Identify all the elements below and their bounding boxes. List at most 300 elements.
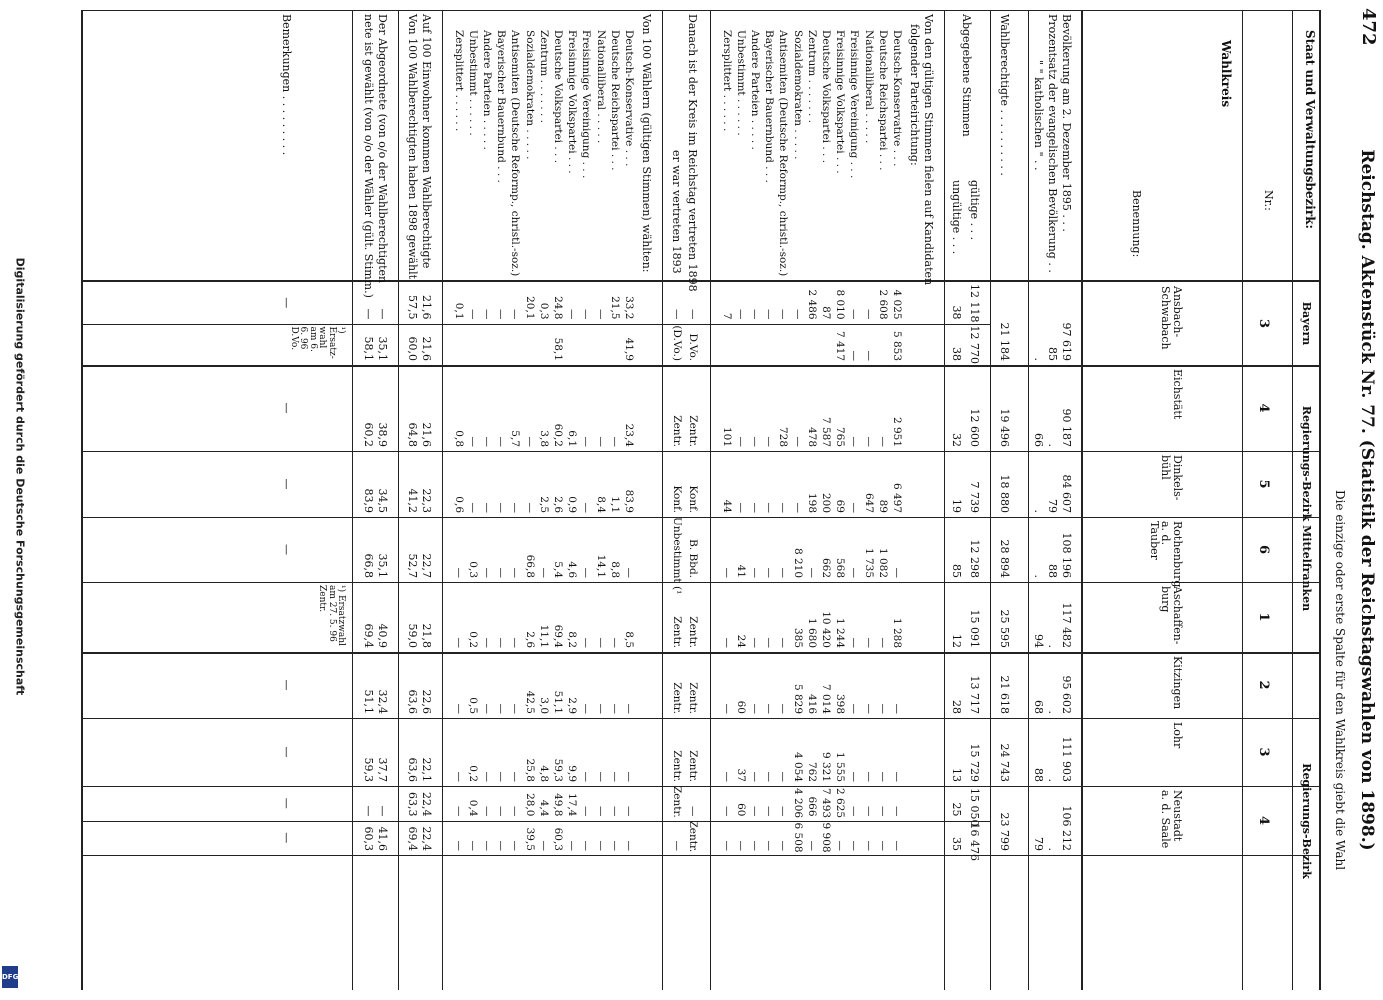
value-katholisch: 88 (1032, 768, 1045, 782)
value-katholisch: 66 (1032, 433, 1045, 447)
value-gewaehlt: 59,0 (406, 623, 419, 648)
value-wahlberechtigte: 19 496 (998, 408, 1011, 447)
value-gewaehlt: 63,3 (406, 792, 419, 817)
label-abgeordneter-1: Der Abgeordnete (von o/o der Wahlberechtigten (376, 14, 389, 284)
value-bevoelkerung: 117 482 (1060, 602, 1073, 648)
value-gueltige: 7 739 (968, 481, 981, 513)
value-abg-wahlber: — (376, 805, 389, 817)
label-party: Antisemiten (Deutsche Reformp., christl.-soz.) (777, 30, 790, 277)
value-bevoelkerung: 108 196 (1060, 532, 1073, 578)
value-party-votes: — (777, 806, 790, 817)
value-vertreten-1898: Zentr. (687, 682, 699, 714)
wahlkreis-name: Aschaffen-burg (1159, 586, 1184, 645)
value-evangelisch: 88 (1046, 564, 1059, 578)
value-party-votes: — (763, 567, 776, 578)
wahlkreis-number: 2 (1256, 680, 1271, 690)
value-abg-wahlber: 32,4 (376, 689, 389, 714)
value-party-votes: — (763, 637, 776, 648)
value-party-pct: — (509, 637, 522, 648)
value-abg-waehler: 60,2 (362, 422, 375, 447)
value-party-pct: — (608, 637, 621, 648)
label-party: Unbestimmt . . . . . . (734, 30, 747, 136)
value-party-pct: 23,4 (623, 423, 635, 447)
wahlkreis-name: Lohr (1171, 722, 1184, 749)
value-party-votes: — (777, 771, 790, 782)
value-party-pct: — (566, 309, 579, 320)
value-party-pct: — (594, 436, 607, 447)
label-bevoelkerung: Bevölkerung am 2. Dezember 1895 . . . (1060, 14, 1073, 232)
value-vertreten-1893: Konf. (671, 485, 683, 513)
value-evangelisch: . (1046, 778, 1059, 782)
value-vertreten-1898: Zentr. (687, 616, 699, 648)
value-vertreten-1898: B. Bbd. (687, 539, 699, 578)
value-party-votes: 6 508 (791, 822, 804, 853)
value-evangelisch: . (1046, 644, 1059, 648)
value-katholisch: . (1032, 357, 1045, 361)
value-party-pct: — (537, 840, 550, 851)
value-party-votes: — (848, 840, 861, 851)
value-party-votes: 728 (777, 426, 790, 447)
value-wahlberechtigte: 18 880 (998, 474, 1011, 513)
state-bayern: Bayern (1300, 301, 1313, 346)
value-evangelisch: . (1046, 443, 1059, 447)
value-abg-waehler: 58,1 (362, 336, 375, 361)
value-party-votes: 1 555 (834, 751, 847, 782)
value-party-pct: — (481, 567, 493, 578)
value-party-pct: 21,5 (608, 296, 621, 320)
value-party-pct: — (580, 840, 593, 851)
value-party-pct: — (580, 806, 593, 817)
value-party-votes: — (848, 436, 861, 447)
value-party-votes: 8 010 (834, 289, 847, 320)
value-party-pct: — (594, 840, 607, 851)
label-vertreten-1898: Danach ist der Kreis im Reichstag vertreten 1898 (686, 14, 699, 292)
value-party-votes: — (848, 703, 861, 714)
value-party-votes: 568 (834, 557, 847, 578)
label-party: Freisinnige Vereinigung . . . (848, 30, 861, 179)
label-abgegebene-stimmen: Abgegebene Stimmen (960, 14, 973, 137)
value-party-votes: — (876, 771, 889, 782)
value-vertreten-1893: (D.Vo.) (671, 325, 683, 361)
value-party-pct: — (495, 806, 508, 817)
wahlkreis-name: Ansbach-Schwabach (1159, 286, 1184, 350)
value-party-votes: — (891, 771, 903, 782)
value-party-pct: 49,8 (552, 793, 564, 817)
value-party-pct: — (608, 806, 621, 817)
value-gewaehlt: 69,4 (406, 826, 419, 851)
value-bemerkung: ¹) Ersatz-wahl am 6. 6. 96 D.Vo. (288, 326, 346, 359)
value-party-votes: — (862, 350, 875, 361)
value-ungueltige: 12 (950, 634, 963, 648)
value-bevoelkerung: 90 187 (1060, 408, 1073, 447)
value-bevoelkerung: 111 903 (1060, 736, 1073, 782)
value-wahlberechtigte: 25 595 (998, 609, 1011, 648)
value-party-pct: — (523, 436, 536, 447)
value-bemerkung: — (280, 478, 293, 490)
value-party-pct: — (452, 771, 465, 782)
value-auf-100: 22,6 (420, 689, 433, 714)
value-party-votes: 416 (805, 693, 818, 714)
value-party-pct: 0,3 (466, 561, 479, 578)
value-party-votes: 60 (734, 700, 747, 714)
value-party-pct: — (495, 436, 508, 447)
value-party-pct: — (594, 703, 607, 714)
value-auf-100: 22,3 (420, 488, 433, 513)
label-prozent-waehler: Von 100 Wählern (gültigen Stimmen) wählten: (640, 14, 653, 273)
subcolumn-divider (83, 324, 991, 325)
value-party-pct: — (580, 637, 593, 648)
label-party-pct: Bayerischer Bauernbund . . . (495, 30, 508, 183)
value-party-votes: — (848, 771, 861, 782)
value-party-votes: — (749, 806, 761, 817)
value-party-votes: 7 014 (820, 683, 832, 714)
value-party-pct: — (580, 567, 593, 578)
label-wahlberechtigte: Wahlberechtigte . . . . . . . . . . (998, 14, 1011, 176)
value-party-votes: — (720, 567, 733, 578)
value-bemerkung: — (280, 544, 293, 555)
value-party-votes: — (777, 309, 790, 320)
header-bottom-rule (1081, 10, 1083, 990)
column-divider (81, 786, 1321, 787)
value-party-pct: 25,8 (523, 758, 536, 782)
label-parteirichtung-2: folgender Parteirichtung: (908, 24, 921, 166)
value-evangelisch: . (1046, 847, 1059, 851)
value-party-votes: — (720, 840, 733, 851)
value-party-pct: 9,9 (566, 765, 579, 782)
value-party-votes: 7 587 (820, 416, 832, 447)
value-party-votes: 647 (862, 492, 875, 513)
dfg-logo: DFG (2, 966, 18, 988)
value-party-votes: 5 829 (791, 683, 804, 714)
value-party-pct: 0,6 (452, 496, 465, 513)
row-rule (944, 10, 945, 990)
value-party-votes: 6 497 (891, 482, 903, 513)
value-party-votes: — (791, 502, 804, 513)
label-column-left (81, 10, 1321, 11)
value-vertreten-1893: Zentr. (671, 786, 683, 818)
value-party-pct: — (495, 637, 508, 648)
value-party-pct: 4,8 (537, 765, 550, 782)
value-bevoelkerung: 95 602 (1060, 675, 1073, 714)
page-subtitle: Die einzige oder erste Spalte für den Wahlkreis giebt die Wahl (1333, 489, 1347, 871)
value-party-pct: 51,1 (552, 690, 564, 714)
value-party-votes: 8 210 (791, 547, 804, 578)
value-party-pct: — (594, 771, 607, 782)
value-party-votes: — (749, 436, 761, 447)
value-party-votes: — (749, 502, 761, 513)
value-party-votes: 7 493 (820, 788, 832, 819)
value-party-votes: 662 (820, 557, 832, 578)
benennung-label: Benennung: (1130, 190, 1143, 258)
value-gewaehlt: 41,2 (406, 488, 419, 513)
value-bemerkung: ¹) Ersatzwahl am 27. 5. 96 Zentr. (317, 585, 346, 646)
label-party-pct: Zersplittert . . . . . . (452, 30, 465, 132)
value-party-pct: 5,7 (509, 430, 522, 447)
value-party-votes: 7 (720, 312, 733, 320)
label-party-pct: Deutsch-Konservative . . . (623, 30, 635, 167)
label-party-pct: Antisemiten (Deutsche Reformp., christl.-soz.) (509, 30, 522, 277)
value-party-pct: 0,4 (466, 799, 479, 817)
value-vertreten-1898: — (687, 309, 699, 320)
value-party-pct: 17,4 (566, 793, 579, 817)
value-party-pct: — (580, 703, 593, 714)
value-abg-wahlber: 34,5 (376, 488, 389, 513)
value-party-votes: 2 625 (834, 788, 847, 819)
value-party-pct: 2,6 (552, 496, 564, 513)
page-title: Reichstag. Aktenstück Nr. 77. (Statistik der Reichstagswahlen von 1898.) (1357, 149, 1377, 851)
value-party-pct: 66,8 (523, 554, 536, 578)
value-vertreten-1898: Zentr. (687, 415, 699, 447)
value-party-pct: 20,1 (523, 296, 536, 320)
region-mittelfranken: Regierungs-Bezirk Mittelfranken (1300, 405, 1313, 612)
wahlkreis-name: Eichstätt (1171, 369, 1184, 420)
value-party-votes: 2 951 (891, 416, 903, 447)
label-party: Bayerischer Bauernbund . . . (763, 30, 776, 183)
value-ungueltige: 35 (950, 837, 963, 851)
value-party-votes: 2 608 (876, 289, 889, 320)
value-party-pct: 8,8 (608, 561, 621, 578)
label-katholisch: " " katholischen " . . (1032, 60, 1045, 171)
value-katholisch: 94 (1032, 634, 1045, 648)
value-party-votes: 60 (734, 803, 747, 817)
value-party-votes: — (876, 840, 889, 851)
value-party-pct: 0,3 (537, 302, 550, 320)
value-party-votes: — (876, 436, 889, 447)
value-party-pct: — (452, 703, 465, 714)
value-party-votes: 765 (834, 426, 847, 447)
column-divider (81, 855, 1321, 856)
value-party-pct: — (608, 840, 621, 851)
value-auf-100: 22,4 (420, 826, 433, 851)
value-party-pct: 0,2 (466, 631, 479, 648)
value-party-votes: — (834, 840, 847, 851)
value-gueltige: 12 600 (968, 408, 981, 447)
label-vertreten-1893: er war vertreten 1893 (670, 150, 683, 274)
value-gewaehlt: 63,6 (406, 689, 419, 714)
value-party-pct: 69,4 (552, 624, 564, 648)
value-party-votes: — (876, 703, 889, 714)
value-party-votes: — (720, 637, 733, 648)
value-abg-wahlber: 35,1 (376, 336, 389, 361)
value-gueltige: 15 729 (968, 743, 981, 782)
value-vertreten-1893: — (671, 840, 683, 851)
value-party-pct: 42,5 (523, 690, 536, 714)
wahlkreis-name: Neustadt a. d. Saale (1159, 790, 1184, 849)
value-abg-wahlber: — (376, 308, 389, 320)
value-auf-100: 22,1 (420, 757, 433, 782)
page-number: 472 (1358, 8, 1379, 46)
label-ungueltige: ungültige . . . (950, 180, 963, 255)
value-party-pct: — (481, 771, 493, 782)
value-party-votes: — (891, 840, 903, 851)
value-party-votes: — (848, 806, 861, 817)
value-party-pct: 3,0 (537, 697, 550, 714)
label-abgeordneter-2: nete ist gewählt (von o/o der Wähler (gült. Stimm.) (362, 14, 375, 298)
value-ungueltige: 13 (950, 768, 963, 782)
value-abg-waehler: 60,3 (362, 826, 375, 851)
value-party-votes: — (763, 502, 776, 513)
region-unterfranken: Regierungs-Bezirk (1300, 763, 1313, 879)
value-party-pct: 83,9 (623, 489, 635, 513)
value-auf-100: 21,6 (420, 336, 433, 361)
wahlkreis-name: Rothenburg a. d. Tauber (1147, 521, 1184, 588)
wahlkreis-number: 3 (1256, 747, 1271, 757)
label-party: Deutsch-Konservative . . . (891, 30, 903, 167)
value-gewaehlt: 63,6 (406, 757, 419, 782)
subcolumn-divider (83, 821, 991, 822)
value-wahlberechtigte: 21 618 (998, 675, 1011, 714)
value-bevoelkerung: 97 619 (1060, 322, 1073, 361)
value-vertreten-1893: Zentr. (671, 750, 683, 782)
value-party-pct: — (580, 436, 593, 447)
label-party-pct: Unbestimmt . . . . . . (466, 30, 479, 136)
value-evangelisch: . (1046, 710, 1059, 714)
value-gewaehlt: 64,8 (406, 422, 419, 447)
value-party-votes: — (862, 703, 875, 714)
column-divider (81, 365, 1321, 367)
value-party-votes: — (777, 567, 790, 578)
value-party-votes: — (891, 806, 903, 817)
value-ungueltige: 85 (950, 564, 963, 578)
value-party-pct: — (580, 502, 593, 513)
label-party: Zersplittert . . . . . . (720, 30, 733, 132)
value-party-pct: 11,1 (537, 624, 550, 648)
value-party-pct: 41,9 (623, 337, 635, 361)
value-party-pct: — (452, 840, 465, 851)
value-party-pct: — (481, 637, 493, 648)
value-ungueltige: 32 (950, 433, 963, 447)
value-abg-wahlber: 40,9 (376, 623, 389, 648)
value-katholisch: 68 (1032, 700, 1045, 714)
value-party-pct: — (452, 567, 465, 578)
value-party-pct: — (495, 567, 508, 578)
wahlkreis-name: Kitzingen (1171, 656, 1184, 710)
value-party-pct: — (481, 436, 493, 447)
value-party-pct: 2,5 (537, 496, 550, 513)
value-wahlberechtigte: 21 184 (998, 322, 1011, 361)
value-party-pct: — (623, 771, 635, 782)
value-abg-wahlber: 37,7 (376, 757, 389, 782)
value-abg-waehler: 66,8 (362, 553, 375, 578)
table-bottom-rule (81, 10, 83, 990)
value-party-votes: — (734, 309, 747, 320)
value-party-pct: 0,2 (466, 765, 479, 782)
value-party-pct: 0,5 (466, 697, 479, 714)
label-column-right (81, 280, 1321, 282)
column-divider (81, 582, 1321, 583)
value-party-pct: — (481, 703, 493, 714)
value-party-votes: — (749, 637, 761, 648)
value-party-votes: — (848, 637, 861, 648)
value-party-pct: 39,5 (523, 827, 536, 851)
value-katholisch: 79 (1032, 837, 1045, 851)
value-bemerkung: — (280, 679, 293, 691)
value-gueltige: 12 770 (968, 325, 981, 364)
value-abg-waehler: 69,4 (362, 623, 375, 648)
value-gueltige: 15 050 (968, 788, 981, 827)
label-party-pct: Freisinnige Vereinigung . . . (580, 30, 593, 179)
value-abg-waehler: 51,1 (362, 689, 375, 714)
value-abg-waehler: — (362, 308, 375, 320)
value-party-votes: 2 486 (805, 289, 818, 320)
value-party-votes: 9 321 (820, 751, 832, 782)
value-wahlberechtigte: 23 799 (998, 812, 1011, 851)
label-party: Nationalliberal . . . . . (862, 30, 875, 144)
value-vertreten-1893: Zentr. (671, 682, 683, 714)
value-party-pct: 59,3 (552, 758, 564, 782)
value-party-votes: 200 (820, 492, 832, 513)
value-party-votes: 101 (720, 426, 733, 447)
value-party-pct: — (523, 502, 536, 513)
value-party-pct: — (481, 309, 493, 320)
value-vertreten-1898: D.Vo. (687, 333, 699, 361)
value-party-pct: — (509, 840, 522, 851)
value-party-votes: 4 025 (891, 289, 903, 320)
value-bemerkung: — (280, 402, 293, 414)
value-party-pct: — (466, 309, 479, 320)
label-parteirichtung-1: Von den gültigen Stimmen fielen auf Kandidaten (922, 14, 935, 286)
value-party-votes: 1 735 (862, 547, 875, 578)
value-party-votes: — (791, 309, 804, 320)
value-party-votes: — (876, 637, 889, 648)
value-party-pct: 5,4 (552, 561, 564, 578)
value-party-votes: 762 (805, 761, 818, 782)
value-party-votes: — (763, 436, 776, 447)
value-auf-100: 21,6 (420, 422, 433, 447)
label-von-100-wahlberechtigten: Von 100 Wahlberechtigten haben 1898 gewählt (406, 14, 419, 280)
value-party-votes: — (734, 502, 747, 513)
value-wahlberechtigte: 28 894 (998, 539, 1011, 578)
value-party-votes: — (777, 703, 790, 714)
value-party-pct: — (466, 436, 479, 447)
label-party: Sozialdemokraten . . . . . (791, 30, 804, 160)
value-party-pct: — (481, 840, 493, 851)
value-vertreten-1898: Zentr. (687, 820, 699, 853)
value-vertreten-1898: — (687, 806, 699, 817)
value-ungueltige: 28 (950, 700, 963, 714)
label-party-pct: Nationalliberal . . . . . (594, 30, 607, 144)
value-party-votes: — (805, 567, 818, 578)
value-party-votes: 10 420 (820, 611, 832, 648)
row-rule (1028, 10, 1029, 990)
value-party-votes: — (777, 502, 790, 513)
value-party-pct: — (608, 436, 621, 447)
value-party-votes: 37 (734, 768, 747, 782)
value-party-votes: 7 417 (834, 330, 847, 361)
value-party-votes: 87 (820, 306, 832, 320)
state-row-rule (1292, 10, 1293, 990)
value-party-pct: — (509, 771, 522, 782)
wahlkreis-label: Wahlkreis (1219, 40, 1233, 108)
label-party-pct: Zentrum . . . . . . . (537, 30, 550, 123)
value-party-votes: — (891, 703, 903, 714)
label-party: Deutsche Reichspartei . . . (876, 30, 889, 171)
value-party-pct: 0,9 (566, 496, 579, 513)
value-party-pct: — (466, 502, 479, 513)
value-party-votes: — (749, 309, 761, 320)
value-party-votes: — (720, 771, 733, 782)
value-party-pct: — (509, 703, 522, 714)
value-party-pct: — (608, 771, 621, 782)
value-abg-wahlber: 41,6 (376, 826, 389, 851)
label-party-pct: Deutsche Reichspartei . . . (608, 30, 621, 171)
value-party-votes: — (805, 840, 818, 851)
value-party-pct: — (580, 771, 593, 782)
value-party-pct: 1,1 (608, 496, 621, 513)
value-party-votes: — (862, 436, 875, 447)
label-gueltige: gültige . . . (968, 180, 981, 241)
label-bemerkungen: Bemerkungen . . . . . . . . . (280, 14, 293, 156)
